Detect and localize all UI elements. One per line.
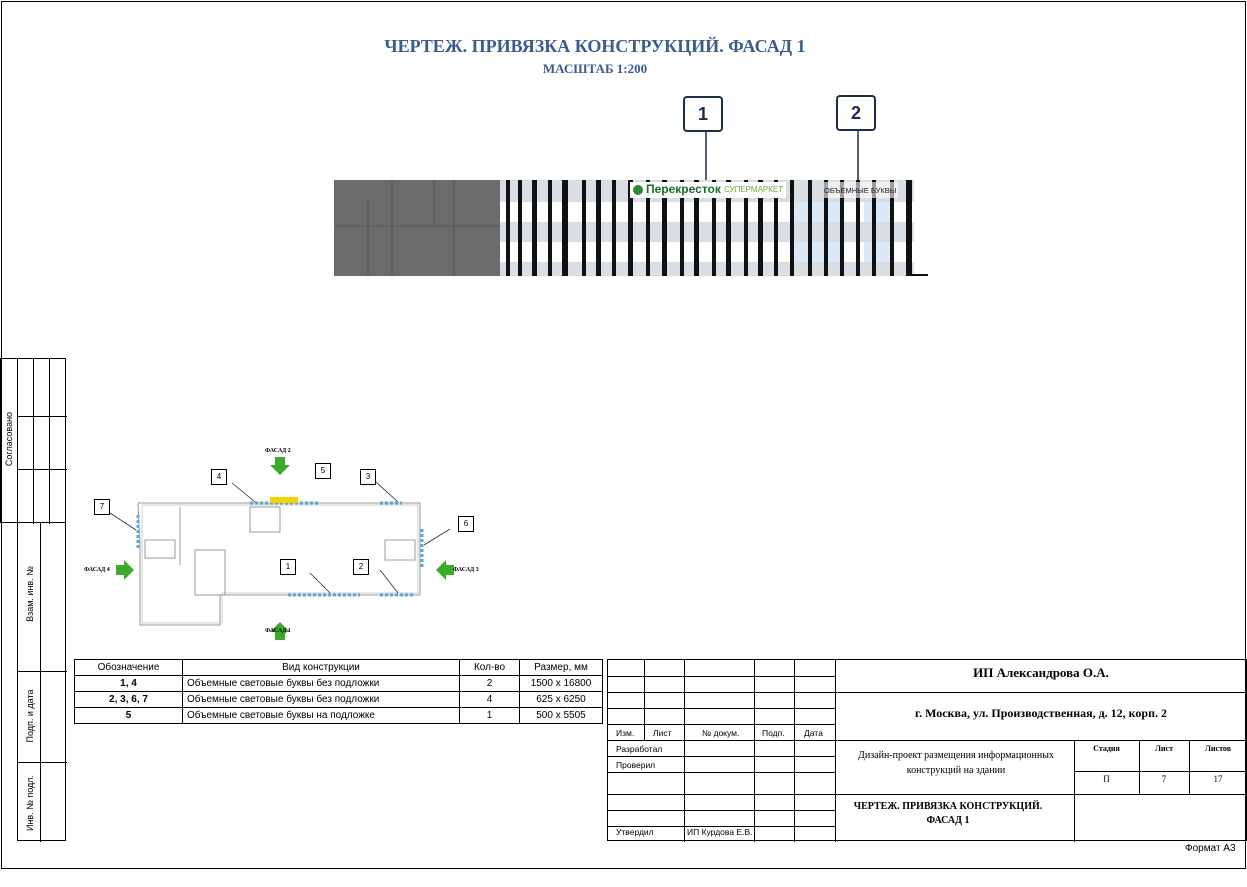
spec-cell: 5 bbox=[75, 708, 183, 724]
row-approved: Утвердил bbox=[616, 827, 654, 837]
col-sheet: Лист bbox=[653, 728, 672, 738]
stage-value: П bbox=[1103, 774, 1110, 784]
plan-marker-4: 4 bbox=[211, 469, 227, 485]
spec-header-type: Вид конструкции bbox=[183, 660, 460, 676]
spec-cell: Объемные световые буквы без подложки bbox=[183, 676, 460, 692]
spec-cell: 1 bbox=[460, 708, 520, 724]
stamp-replace-inv: Взам. инв. № bbox=[25, 566, 35, 622]
stamp-bottom bbox=[17, 522, 66, 841]
sheet-label: Лист bbox=[1154, 744, 1174, 753]
row-developed: Разработал bbox=[616, 744, 663, 754]
spec-cell: 500 х 5505 bbox=[520, 708, 603, 724]
brand-sign: Перекресток bbox=[646, 182, 721, 196]
floor-plan bbox=[80, 445, 500, 650]
col-sign: Подп. bbox=[762, 728, 785, 738]
approved-name: ИП Курдова Е.В. bbox=[687, 827, 753, 837]
sheet-title: ЧЕРТЕЖ. ПРИВЯЗКА КОНСТРУКЦИЙ. ФАСАД 1 bbox=[853, 801, 1043, 826]
letters-sign: ОБЪЕМНЫЕ БУКВЫ bbox=[824, 186, 897, 195]
spec-header-designation: Обозначение bbox=[75, 660, 183, 676]
spec-cell: 2, 3, 6, 7 bbox=[75, 692, 183, 708]
callout-2: 2 bbox=[836, 95, 876, 131]
sheet-value: 7 bbox=[1161, 774, 1167, 784]
drawing-title: ЧЕРТЕЖ. ПРИВЯЗКА КОНСТРУКЦИЙ. ФАСАД 1 bbox=[384, 36, 806, 56]
spec-cell: 1500 х 16800 bbox=[520, 676, 603, 692]
drawing-scale: МАСШТАБ 1:200 bbox=[542, 61, 648, 76]
plan-label-facade-2: ФАСАД 2 bbox=[265, 448, 291, 454]
plan-marker-5: 5 bbox=[315, 463, 331, 479]
spec-cell: Объемные световые буквы на подложке bbox=[183, 708, 460, 724]
title-block bbox=[607, 659, 1247, 841]
company-name: ИП Александрова О.А. bbox=[973, 665, 1109, 680]
spec-header-size: Размер, мм bbox=[520, 660, 603, 676]
spec-cell: 4 bbox=[460, 692, 520, 708]
stage-label: Стадия bbox=[1093, 744, 1120, 753]
plan-marker-7: 7 bbox=[94, 499, 110, 515]
plan-marker-3: 3 bbox=[360, 469, 376, 485]
spec-cell: Объемные световые буквы без подложки bbox=[183, 692, 460, 708]
paper-format: Формат А3 bbox=[1185, 843, 1236, 854]
table-row bbox=[75, 708, 603, 724]
row-checked: Проверил bbox=[616, 760, 656, 770]
plan-marker-6: 6 bbox=[458, 516, 474, 532]
spec-cell: 625 х 6250 bbox=[520, 692, 603, 708]
stamp-inv-orig: Инв. № подл. bbox=[25, 774, 35, 832]
plan-marker-2: 2 bbox=[353, 559, 369, 575]
callout-leaders bbox=[690, 130, 870, 186]
spec-cell: 1, 4 bbox=[75, 676, 183, 692]
table-row bbox=[75, 676, 603, 692]
sheets-label: Листов bbox=[1204, 744, 1232, 753]
plan-label-facade-1: ФАСАД 1 bbox=[265, 628, 291, 634]
col-doc: № докум. bbox=[702, 728, 740, 738]
stamp-agreed-grid bbox=[17, 358, 66, 523]
col-date: Дата bbox=[804, 728, 823, 738]
plan-label-facade-3: ФАСАД 3 bbox=[453, 567, 479, 573]
stamp-sign-date: Подп. и дата bbox=[25, 689, 35, 743]
brand-suffix: СУПЕРМАРКЕТ bbox=[724, 185, 784, 194]
stamp-agreed: Согласовано bbox=[4, 411, 14, 467]
stamp-agreed-cell bbox=[0, 358, 18, 523]
callout-1: 1 bbox=[683, 96, 723, 132]
plan-marker-1: 1 bbox=[280, 559, 296, 575]
sheets-value: 17 bbox=[1213, 774, 1223, 784]
table-row bbox=[75, 692, 603, 708]
spec-table bbox=[74, 659, 603, 724]
spec-cell: 2 bbox=[460, 676, 520, 692]
facade-elevation bbox=[334, 180, 914, 276]
col-change: Изм. bbox=[616, 728, 635, 738]
address: г. Москва, ул. Производственная, д. 12, корп. 2 bbox=[914, 706, 1168, 720]
plan-label-facade-4: ФАСАД 4 bbox=[84, 567, 110, 573]
project-name: Дизайн-проект размещения информационных конструкций на здании bbox=[858, 750, 1054, 776]
spec-header-qty: Кол-во bbox=[460, 660, 520, 676]
